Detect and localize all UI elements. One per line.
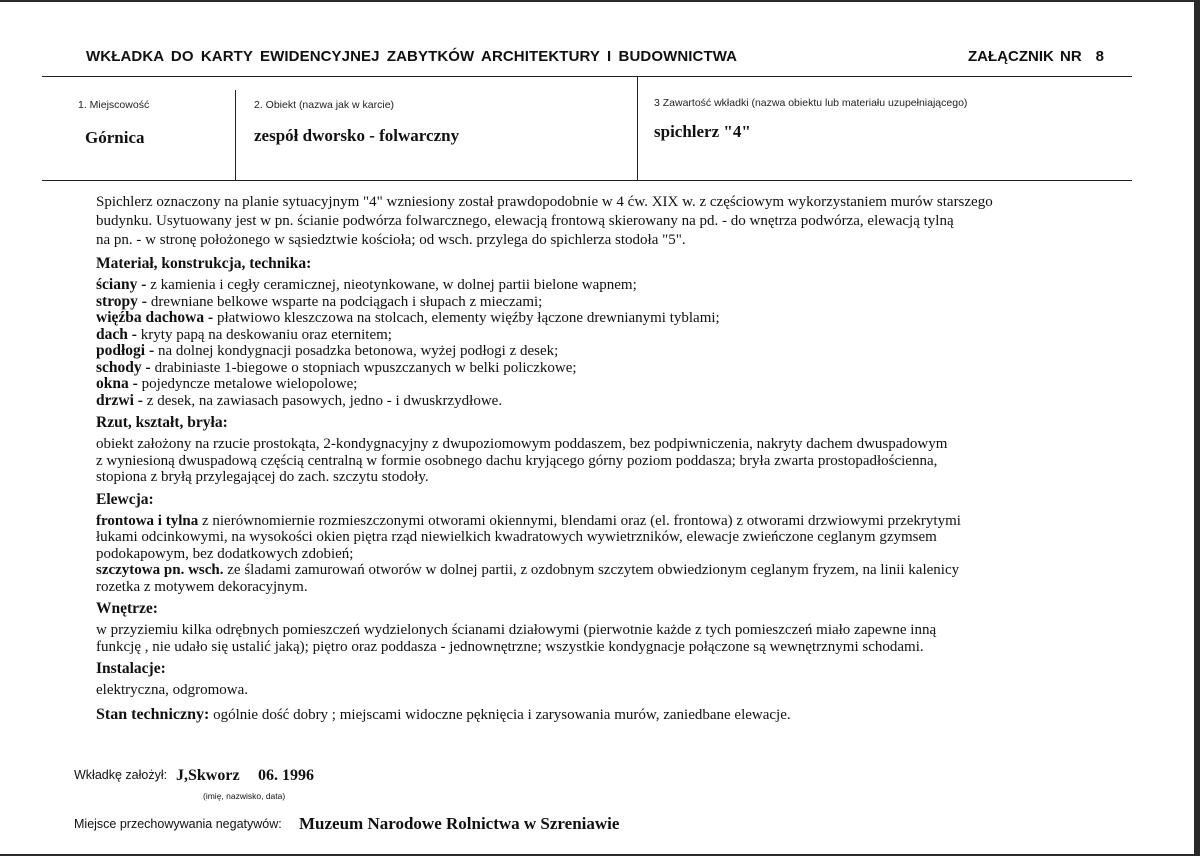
- material-item: [96, 294, 1136, 311]
- author-hint: (imię, nazwisko, data): [203, 791, 286, 801]
- intro-line: na pn. - w stronę położonego w sąsiedztwie kościoła; od wsch. przylega do spichlerza stodoła "5".: [96, 232, 686, 248]
- locality-label: 1. Miejscowość: [78, 99, 150, 111]
- section-heading-interior: Wnętrze:: [96, 600, 158, 617]
- annex-number: 8: [1095, 48, 1104, 65]
- plan-line: z wyniesioną dwuspadową częścią centralną w formie osobnego dachu kryjącego górny poziom poddasza; bryła zwarta prostopadłościenna,: [96, 452, 938, 469]
- section-heading-condition: Stan techniczny:: [96, 705, 210, 723]
- item-text: z nierównomiernie rozmieszczonymi otworami okiennymi, blendami oraz (el. frontowa) z otworami drzwiowymi przekrytymi: [198, 512, 961, 529]
- plan-line: obiekt założony na rzucie prostokąta, 2-kondygnacyjny z dwupoziomowym poddaszem, bez podpiwniczenia, nakryty dachem dwuspadowym: [96, 436, 948, 452]
- item-text: płatwiowo kleszczowa na stolcach, elementy więźby łączone drewnianymi tyblami;: [216, 310, 720, 326]
- divider-1: [235, 90, 236, 181]
- material-item: [96, 277, 1136, 294]
- elevation-front-line: łukami odcinkowymi, na wysokości okien piętra rząd niewielkich kwadratowych wywietrzników, elewacje zwieńczone ceglanym gzymsem: [96, 529, 937, 545]
- item-term: frontowa i tylna: [96, 512, 199, 529]
- item-text: kryty papą na deskowaniu oraz eternitem;: [140, 326, 392, 343]
- item-term: podłogi -: [96, 342, 159, 359]
- condition-row: [96, 705, 1136, 725]
- section-heading-elevation: Elewcja:: [96, 490, 154, 508]
- content-value: spichlerz "4": [654, 122, 751, 141]
- item-term: schody -: [96, 358, 155, 376]
- installations-text: elektryczna, odgromowa.: [96, 682, 249, 698]
- elevation-gable-line: [96, 562, 1136, 579]
- annex-label: [968, 48, 1104, 65]
- author-label: Wkładkę założył:: [74, 768, 168, 782]
- item-text: z desek, na zawiasach pasowych, jedno - i dwuskrzydłowe.: [146, 392, 503, 409]
- author-name: J,Skworz: [176, 767, 240, 784]
- item-text: na dolnej kondygnacji posadzka betonowa, wyżej podłogi z desek;: [158, 343, 559, 359]
- section-heading-material: Materiał, konstrukcja, technika:: [96, 255, 312, 272]
- elevation-front-line: [96, 513, 1136, 530]
- section-heading-plan: Rzut, kształt, bryła:: [96, 414, 228, 431]
- elevation-front-line: podokapowym, bez dodatkowych zdobień;: [96, 545, 354, 562]
- divider-2: [637, 76, 638, 181]
- item-term: okna -: [96, 375, 142, 392]
- header-bottom-rule: [42, 180, 1132, 181]
- interior-line: funkcję , nie udało się ustalić jaką); piętro oraz poddasza - jednownętrzne; wszystkie kondygnacje połączone są wewnętrznymi schodami.: [96, 638, 924, 655]
- locality-value: Górnica: [85, 128, 145, 147]
- document-title: WKŁADKA DO KARTY EWIDENCYJNEJ ZABYTKÓW ARCHITEKTURY I BUDOWNICTWA: [86, 48, 738, 65]
- author-date: 06. 1996: [258, 767, 314, 784]
- intro-line: Spichlerz oznaczony na planie sytuacyjnym "4" wzniesiony został prawdopodobnie w 4 ćw. XIX w. z częściowym wykorzystaniem murów starszego: [96, 194, 993, 210]
- item-text: drewniane belkowe wsparte na podciągach i słupach z mieczami;: [150, 293, 543, 310]
- plan-line: stopiona z bryłą przylegającej do zach. szczytu stodoły.: [96, 469, 429, 485]
- item-text: z kamienia i cegły ceramicznej, nieotynkowane, w dolnej partii bielone wapnem;: [150, 277, 637, 293]
- section-heading-installations: Instalacje:: [96, 660, 166, 677]
- document-body: [96, 193, 1136, 725]
- item-term: drzwi -: [96, 391, 147, 409]
- material-item: [96, 343, 1136, 360]
- intro-line: budynku. Usytuowany jest w pn. ścianie podwórza folwarcznego, elewacją frontową skierowany na pd. - do wnętrza podwórza, elewacją tylną: [96, 213, 954, 229]
- material-item: [96, 310, 1136, 327]
- material-item: [96, 376, 1136, 393]
- interior-line: w przyziemiu kilka odrębnych pomieszczeń wydzielonych ścianami działowymi (pierwotnie każde z tych pomieszczeń miało zapewne inną: [96, 622, 937, 638]
- item-term: szczytowa pn. wsch.: [96, 562, 224, 578]
- item-term: więźba dachowa -: [96, 309, 217, 326]
- item-term: ściany -: [96, 276, 151, 293]
- condition-text: ogólnie dość dobry ; miejscami widoczne pęknięcia i zarysowania murów, zaniedbane elewacje.: [209, 706, 791, 723]
- negatives-label: Miejsce przechowywania negatywów:: [74, 817, 282, 831]
- negatives-place: Muzeum Narodowe Rolnictwa w Szreniawie: [299, 814, 620, 833]
- item-text: pojedyncze metalowe wielopolowe;: [141, 376, 358, 392]
- material-item: [96, 327, 1136, 344]
- document-page: [0, 2, 1194, 854]
- annex-label-text: ZAŁĄCZNIK NR: [968, 48, 1082, 65]
- elevation-gable-line: rozetka z motywem dekoracyjnym.: [96, 578, 308, 595]
- item-term: stropy -: [96, 292, 151, 310]
- material-item: [96, 360, 1136, 377]
- object-value: zespół dworsko - folwarczny: [254, 126, 460, 145]
- item-text: drabiniaste 1-biegowe o stopniach wpuszczanych w belki policzkowe;: [154, 359, 577, 376]
- header-top-rule: [42, 76, 1132, 77]
- item-text: ze śladami zamurowań otworów w dolnej partii, z ozdobnym szczytem obwiedzionym ceglanym fryzem, na linii kalenicy: [223, 562, 960, 578]
- material-item: [96, 393, 1136, 410]
- object-label: 2. Obiekt (nazwa jak w karcie): [254, 99, 395, 111]
- content-label: 3 Zawartość wkładki (nazwa obiektu lub materiału uzupełniającego): [654, 97, 968, 109]
- item-term: dach -: [96, 325, 141, 343]
